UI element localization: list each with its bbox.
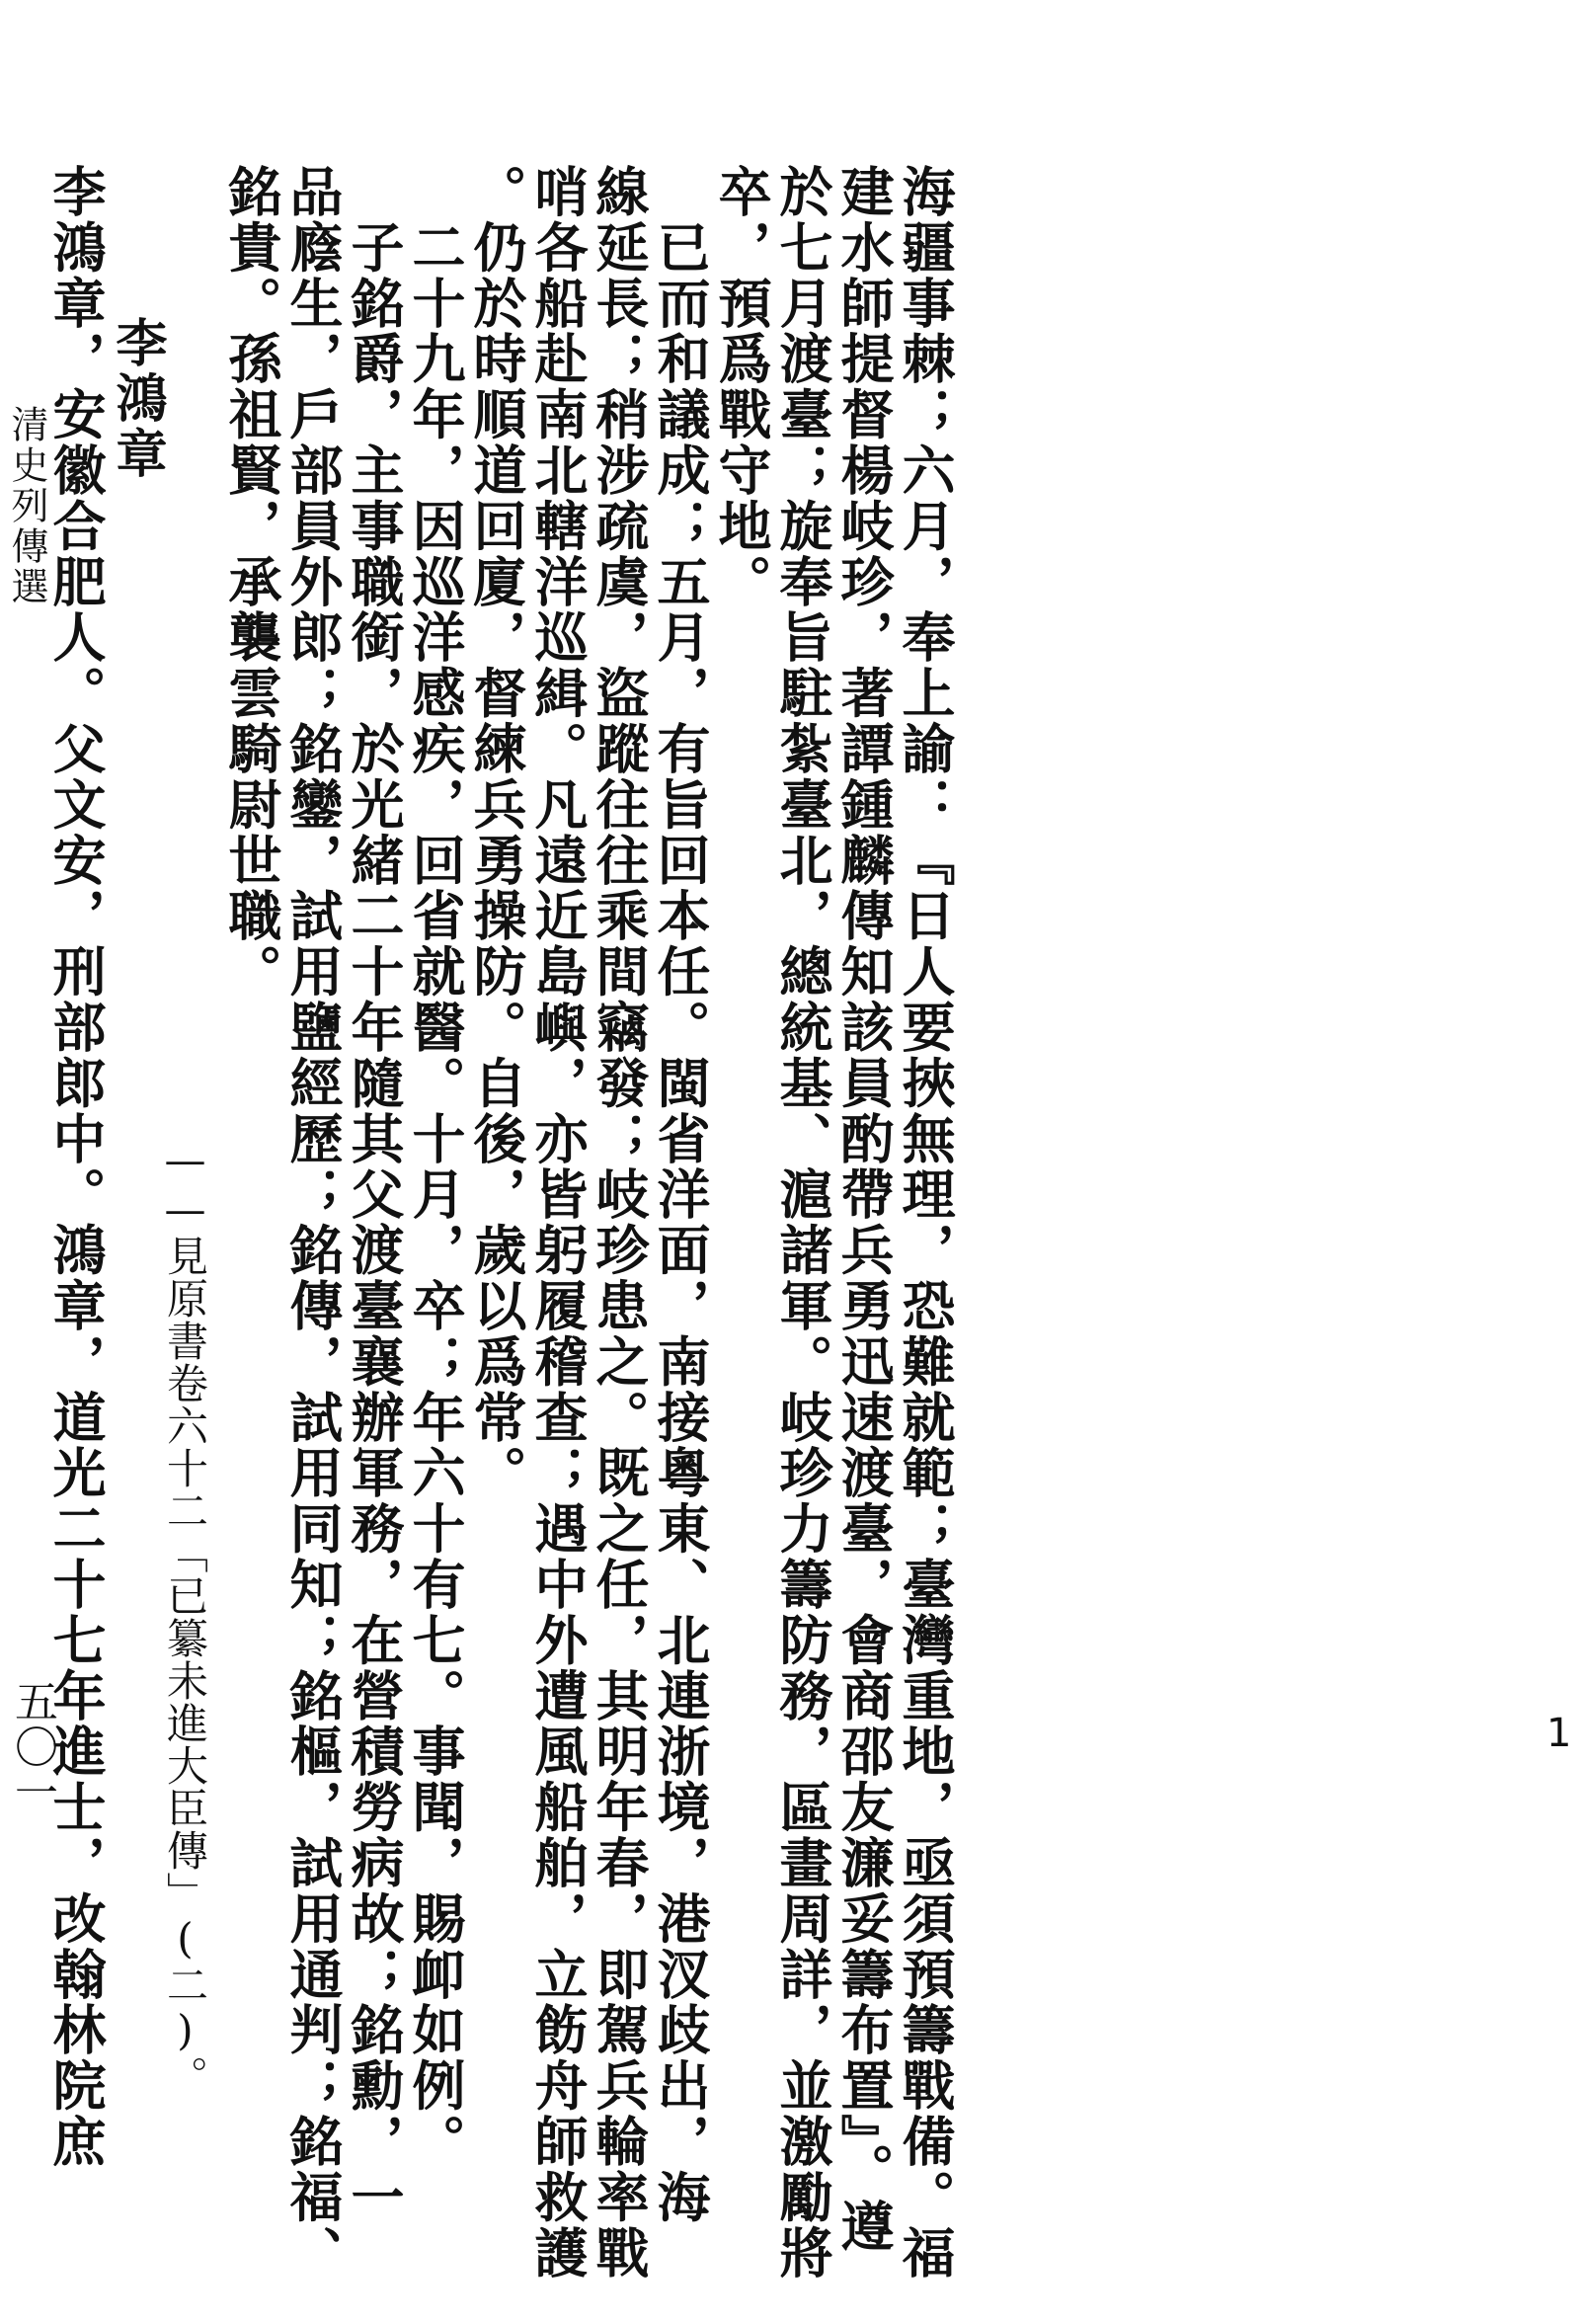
- text-column: 子銘爵，主事職銜，於光緒二十年隨其父渡臺襄辦軍務，在營積勞病故；銘勳，一: [343, 164, 406, 2225]
- source-note: ——見原書卷六十二「已纂未進大臣傳」(二)。: [161, 1136, 209, 2098]
- text-column: 海疆事棘；六月，奉上諭：『日人要挾無理，恐難就範；臺灣重地，亟須預籌戰備。福: [894, 164, 957, 2282]
- text-column: 於七月渡臺；旋奉旨駐紮臺北，總統基、滬諸軍。岐珍力籌防務，區畫周詳，並激勵將: [771, 164, 834, 2282]
- text-column: 二十九年，因巡洋感疾，回省就醫。十月，卒；年六十有七。事聞，賜卹如例。: [404, 164, 467, 2170]
- section-title: 李鴻章: [107, 316, 167, 482]
- text-column: 卒，預爲戰守地。: [710, 164, 773, 610]
- text-column: 已而和議成；五月，有旨回本任。閩省洋面，南接粵東、北連浙境，港汊歧出，海: [649, 164, 712, 2225]
- text-column: 建水師提督楊岐珍，著譚鍾麟傳知該員酌帶兵勇迅速渡臺，會商邵友濂妥籌布置』。遵: [832, 164, 896, 2255]
- text-column: 李鴻章，安徽合肥人。父文安，刑部郎中。鴻章，道光二十七年進士，改翰林院庶: [44, 164, 108, 2170]
- text-column: 銘貴。孫祖賢，承襲雲騎尉世職。: [220, 164, 283, 1000]
- text-column: 線延長；稍涉疏虞，盜蹤往往乘間竊發；岐珍患之。既之任，其明年春，即駕兵輪率戰: [588, 164, 651, 2282]
- running-head: 清史列傳選: [5, 405, 48, 607]
- page-number: 五〇一: [7, 1679, 57, 1815]
- text-column: 。仍於時順道回廈，督練兵勇操防。自後，歲以爲常。: [465, 164, 528, 1501]
- text-column: 品廕生，戶部員外郎；銘鑾，試用鹽經歷；銘傳，試用同知；銘樞，試用通判；銘福、: [281, 164, 345, 2282]
- margin-mark: 1: [1546, 1711, 1572, 1756]
- text-column: 哨各船赴南北轄洋巡緝。凡遠近島嶼，亦皆躬履稽查；遇中外遭風船舶，立飭舟師救護: [526, 164, 590, 2282]
